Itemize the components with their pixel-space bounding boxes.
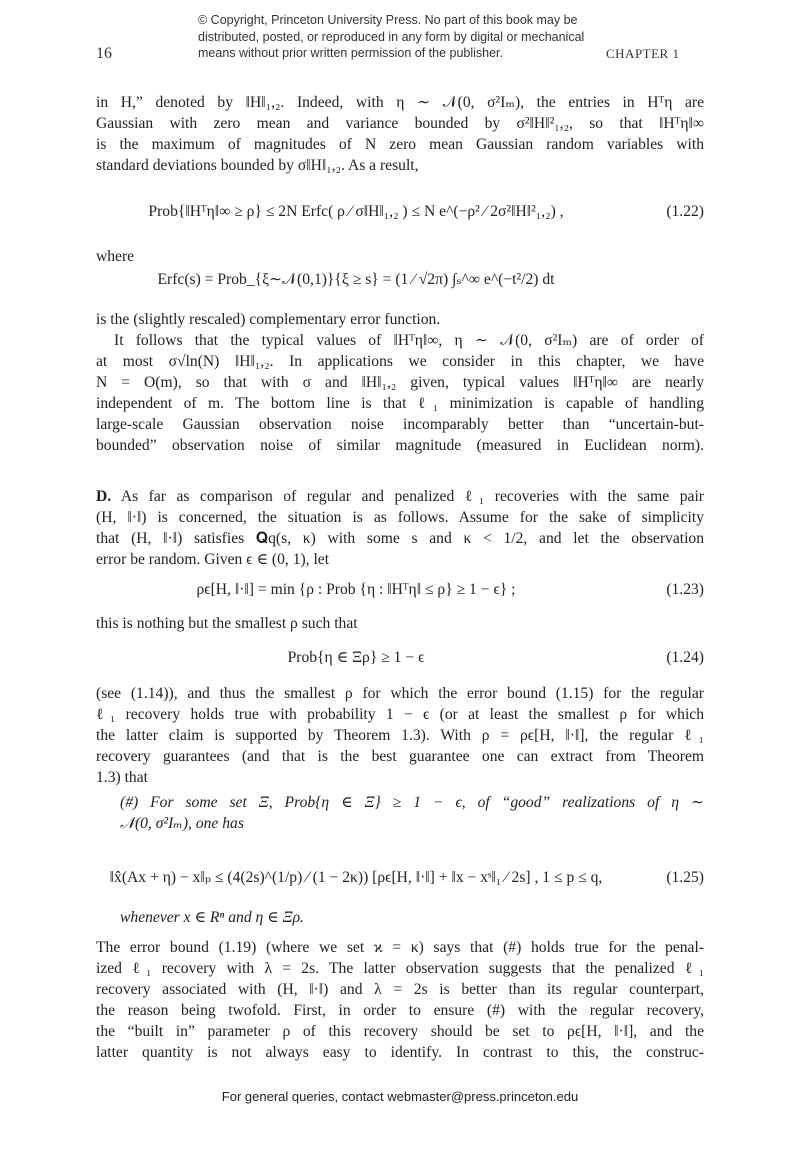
equation: ‖x̂(Ax + η) − x‖ₚ ≤ (4(2s)^(1/p) ⁄ (1 − 2κ)) [ρϵ[H, ‖·‖] + ‖x − xˢ‖₁ ⁄ 2s] , 1 ≤ p ≤ q, — [109, 869, 603, 886]
text-line: bounded” observation noise of similar magnitude (measured in Euclidean norm). — [96, 437, 704, 454]
text-line: The error bound (1.19) (where we set ϰ = κ) says that (#) holds true for the penal- — [96, 939, 704, 956]
equation: Prob{‖Hᵀη‖∞ ≥ ρ} ≤ 2N Erfc( ρ ⁄ σ‖H‖₁,₂ ) ≤ N e^(−ρ² ⁄ 2σ²‖H‖²₁,₂) , — [148, 203, 564, 220]
text-line: ℓ₁ recovery holds true with probability 1 − ϵ (or at least the smallest ρ for which — [96, 706, 704, 723]
text-line: in H,” denoted by ‖H‖₁,₂. Indeed, with η ∼ 𝒩(0, σ²Iₘ), the entries in Hᵀη are — [96, 94, 704, 111]
text-line: whenever x ∈ Rⁿ and η ∈ Ξρ. — [120, 909, 304, 926]
text-line: recovery guarantees (and that is the best guarantee one can extract from Theorem — [96, 748, 704, 765]
text-line: (H, ‖·‖) is concerned, the situation is as follows. Assume for the sake of simplicity — [96, 509, 704, 526]
text-line: at most σ√ln(N) ‖H‖₁,₂. In applications we consider in this chapter, we have — [96, 353, 704, 370]
text-line: recovery associated with (H, ‖·‖) and λ = 2s is better than its regular counterpart, — [96, 981, 704, 998]
copyright-line: © Copyright, Princeton University Press. No part of this book may be — [198, 13, 578, 27]
equation-number: (1.23) — [666, 581, 704, 598]
copyright-line: means without prior written permission of the publisher. — [198, 46, 504, 60]
text-line: is the maximum of magnitudes of N zero mean Gaussian random variables with — [96, 136, 704, 153]
text-line: ized ℓ₁ recovery with λ = 2s. The latter observation suggests that the penalized ℓ₁ — [96, 960, 704, 977]
text-line: Gaussian with zero mean and variance bounded by σ²‖H‖²₁,₂, so that ‖Hᵀη‖∞ — [96, 115, 704, 132]
equation: Erfc(s) = Prob_{ξ∼𝒩(0,1)}{ξ ≥ s} = (1 ⁄ √2π) ∫ₛ^∞ e^(−t²/2) dt — [157, 271, 555, 288]
text-line: this is nothing but the smallest ρ such that — [96, 615, 358, 632]
text-line: the “built in” parameter ρ of this recovery should be set to ρϵ[H, ‖·‖], and the — [96, 1023, 704, 1040]
text-line: that (H, ‖·‖) satisfies 𝐐q(s, κ) with some s and κ < 1/2, and let the observation — [96, 530, 704, 547]
page-number: 16 — [96, 45, 112, 62]
text-line: where — [96, 248, 135, 265]
section-d-label: D. — [96, 488, 112, 505]
text-line: 𝒩(0, σ²Iₘ), one has — [120, 815, 244, 832]
text-line: error be random. Given ϵ ∈ (0, 1), let — [96, 551, 330, 568]
text-line: independent of m. The bottom line is that ℓ₁ minimization is capable of handling — [96, 395, 704, 412]
equation-number: (1.22) — [666, 203, 704, 220]
text-line: N = O(m), so that with σ and ‖H‖₁,₂ given, typical values ‖Hᵀη‖∞ are nearly — [96, 374, 704, 391]
text-line: the latter claim is supported by Theorem 1.3). With ρ = ρϵ[H, ‖·‖], the regular ℓ₁ — [96, 727, 704, 744]
text-line: the reason being twofold. First, in order to ensure (#) with the regular recovery, — [96, 1002, 704, 1019]
text-line: is the (slightly rescaled) complementary error function. — [96, 311, 441, 328]
equation-number: (1.24) — [666, 649, 704, 666]
text-line: large-scale Gaussian observation noise incomparably better than “uncertain-but- — [96, 416, 704, 433]
copyright-notice — [198, 12, 584, 62]
section-d-heading-line: D. As far as comparison of regular and penalized ℓ₁ recoveries with the same pair — [96, 488, 704, 505]
text-line: It follows that the typical values of ‖Hᵀη‖∞, η ∼ 𝒩(0, σ²Iₘ) are of order of — [114, 332, 704, 349]
equation: Prob{η ∈ Ξρ} ≥ 1 − ϵ — [287, 649, 425, 666]
text-line: standard deviations bounded by σ‖H‖₁,₂. As a result, — [96, 157, 419, 174]
text-line: latter quantity is not always easy to identify. In contrast to this, the construc- — [96, 1044, 704, 1061]
text-line: (see (1.14)), and thus the smallest ρ for which the error bound (1.15) for the regular — [96, 685, 704, 702]
chapter-label: CHAPTER 1 — [606, 46, 680, 61]
equation: ρϵ[H, ‖·‖] = min {ρ : Prob {η : ‖Hᵀη‖ ≤ ρ} ≥ 1 − ϵ} ; — [196, 581, 516, 598]
footer-contact: For general queries, contact webmaster@press.princeton.edu — [221, 1089, 579, 1104]
text-line: 1.3) that — [96, 769, 148, 786]
copyright-line: distributed, posted, or reproduced in any form by digital or mechanical — [198, 29, 585, 44]
text-line: (#) For some set Ξ, Prob{η ∈ Ξ} ≥ 1 − ϵ, of “good” realizations of η ∼ — [120, 794, 704, 811]
equation-number: (1.25) — [666, 869, 704, 886]
